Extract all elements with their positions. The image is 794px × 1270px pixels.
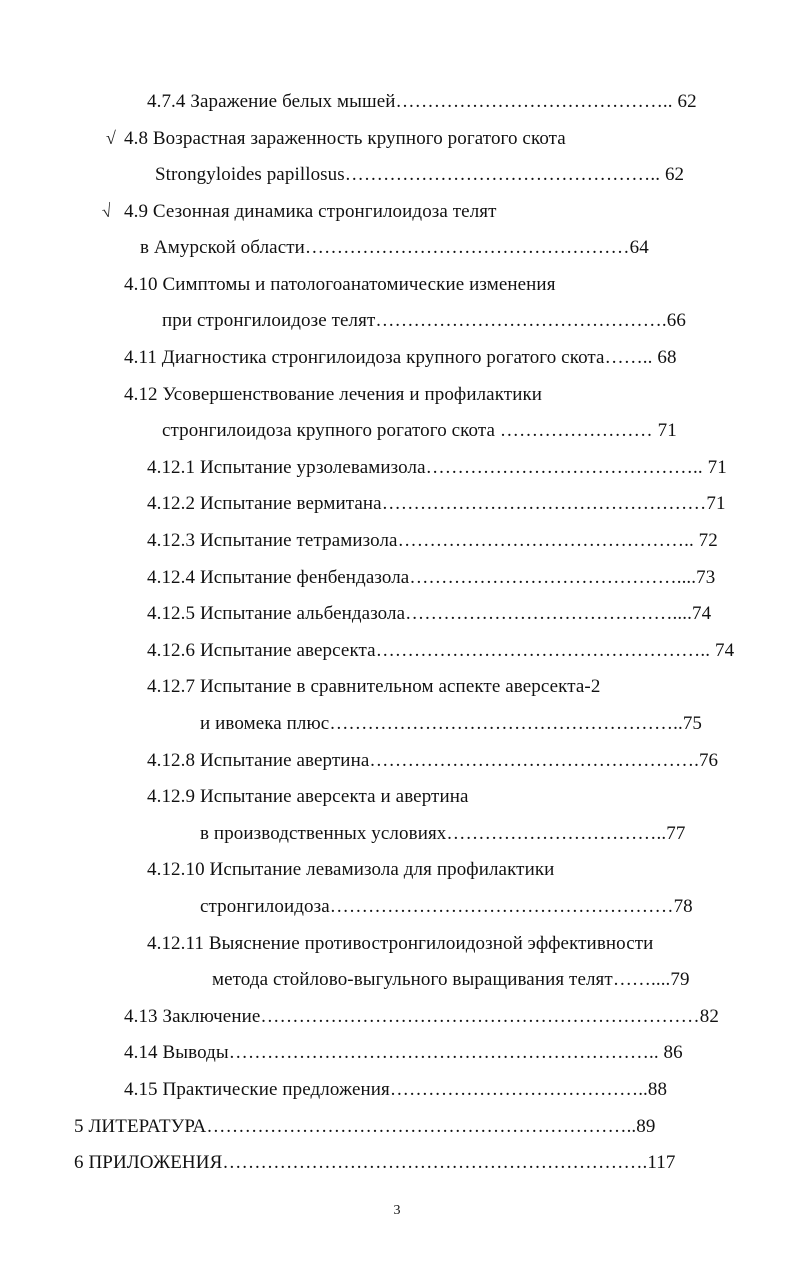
toc-entry: 4.10 Симптомы и патологоанатомические изменения — [124, 274, 556, 295]
toc-entry: стронгилоидоза………………………………………………78 — [200, 896, 693, 917]
toc-entry: в Амурской области……………………………………………64 — [140, 237, 649, 258]
toc-entry: 4.9 Сезонная динамика стронгилоидоза телят — [124, 201, 497, 222]
toc-entry: в производственных условиях……………………………..77 — [200, 823, 686, 844]
toc-entry: и ивомека плюс………………………………………………..75 — [200, 713, 703, 734]
toc-entry: 4.12.4 Испытание фенбендазола……………………………………....73 — [147, 567, 716, 588]
toc-entry: метода стойлово-выгульного выращивания телят……....79 — [212, 969, 690, 990]
toc-entry: 4.12.9 Испытание аверсекта и авертина — [147, 786, 469, 807]
toc-entry: 4.12.7 Испытание в сравнительном аспекте аверсекта-2 — [147, 676, 601, 697]
toc-entry: 4.12.3 Испытание тетрамизола……………………………………….. 72 — [147, 530, 718, 551]
toc-entry: 4.8 Возрастная зараженность крупного рогатого скота — [124, 128, 566, 149]
toc-entry: 4.12.11 Выяснение противостронгилоидозной эффективности — [147, 933, 654, 954]
page-number: 3 — [393, 1203, 401, 1218]
toc-entry: 4.12.10 Испытание левамизола для профилактики — [147, 859, 555, 880]
toc-entry: Strongyloides papillosus………………………………………….. 62 — [155, 164, 685, 185]
check-mark-icon: √ — [100, 200, 114, 222]
toc-entry: 4.13 Заключение……………………………………………………………82 — [124, 1006, 719, 1027]
toc-entry: при стронгилоидозе телят……………………………………….66 — [162, 310, 686, 331]
toc-entry: стронгилоидоза крупного рогатого скота …………………… 71 — [162, 420, 677, 441]
toc-entry: 5 ЛИТЕРАТУРА…………………………………………………………..89 — [74, 1116, 656, 1137]
toc-entry: 4.12.2 Испытание вермитана……………………………………………71 — [147, 493, 726, 514]
toc-entry: 4.11 Диагностика стронгилоидоза крупного рогатого скота…….. 68 — [124, 347, 677, 368]
toc-entry: 4.12.1 Испытание урзолевамизола…………………………………….. 71 — [147, 457, 727, 478]
check-mark-icon: √ — [106, 128, 116, 148]
toc-entry: 6 ПРИЛОЖЕНИЯ………………………………………………………….117 — [74, 1152, 676, 1173]
toc-entry: 4.12.8 Испытание авертина…………………………………………….76 — [147, 750, 719, 771]
toc-entry: 4.15 Практические предложения…………………………………..88 — [124, 1079, 668, 1100]
toc-entry: 4.12.6 Испытание аверсекта…………………………………………….. 74 — [147, 640, 735, 661]
toc-entry: 4.12.5 Испытание альбендазола……………………………………....74 — [147, 603, 712, 624]
toc-entry: 4.7.4 Заражение белых мышей…………………………………….. 62 — [147, 91, 697, 112]
toc-entry: 4.14 Выводы………………………………………………………….. 86 — [124, 1042, 683, 1063]
toc-entry: 4.12 Усовершенствование лечения и профилактики — [124, 384, 543, 405]
